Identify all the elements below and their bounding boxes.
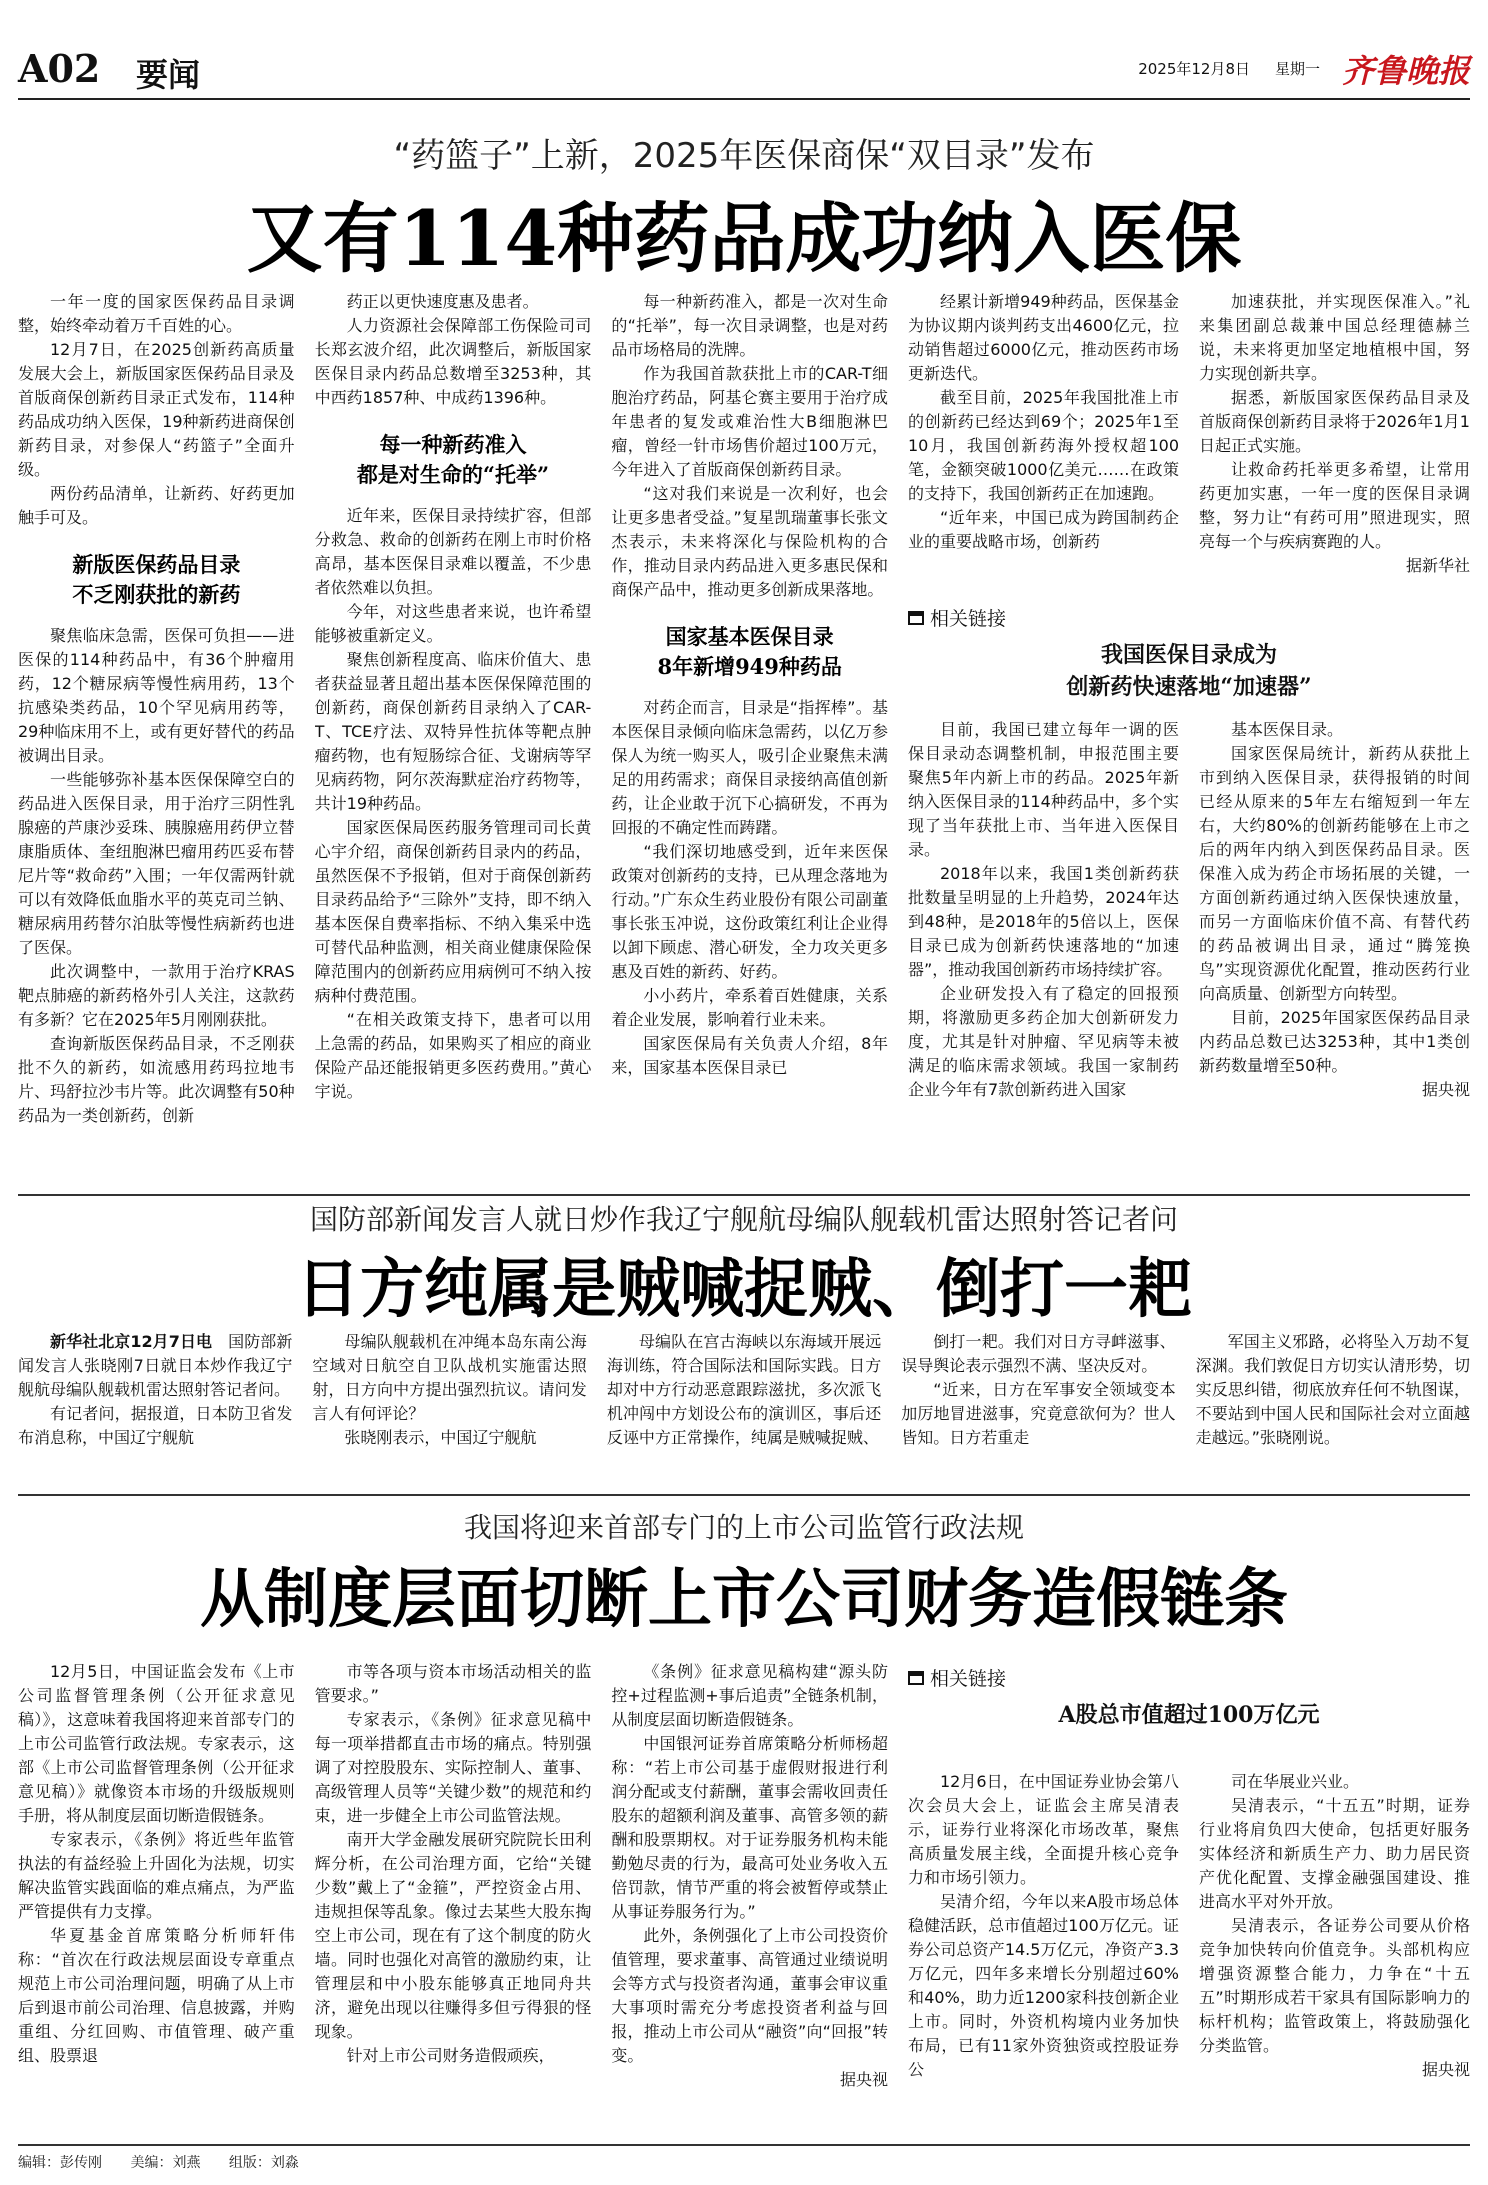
story1-columns — [18, 290, 888, 1188]
related-link-icon — [908, 611, 924, 625]
related-link-title: 我国医保目录成为 创新药快速落地“加速器” — [1066, 642, 1312, 700]
related-col — [1199, 718, 1470, 1188]
paragraph: 12月6日，在中国证券业协会第八次会员大会上，证监会主席吴清表示，证券行业将深化市场改革，聚焦高质量发展主线，全面提升核心竞争力和市场引领力。 — [908, 1772, 1179, 1887]
dateline: 新华社北京12月7日电 — [50, 1332, 213, 1351]
story2-col — [18, 1330, 292, 1482]
byline: 据央视 — [1421, 2060, 1470, 2079]
divider — [18, 1194, 1470, 1196]
paragraph: 军国主义邪路，必将坠入万劫不复深渊。我们敦促日方切实认清形势，切实反思纠错，彻底放弃任何不轨图谋，不要站到中国人民和国际社会对立面越走越远。”张晓刚说。 — [1195, 1332, 1471, 1447]
paragraph: 每一种新药准入，都是一次对生命的“托举”，每一次目录调整，也是对药品市场格局的洗牌。 — [611, 292, 889, 359]
paragraph: 聚焦创新程度高、临床价值大、患者获益显著且超出基本医保保障范围的创新药，商保创新药目录纳入了CAR-T、TCE疗法、双特异性抗体等靶点肿瘤药物，也有短肠综合征、戈谢病等罕见病药物，阿尔茨海默症治疗药物等，共计19种药品。 — [314, 650, 592, 813]
subheading: 新版医保药品目录 不乏刚获批的新药 — [72, 552, 241, 607]
paragraph: 让救命药托举更多希望，让常用药更加实惠，一年一度的医保目录调整，努力让“有药可用”照进现实，照亮每一个与疾病赛跑的人。 — [1199, 460, 1470, 551]
paragraph: 一些能够弥补基本医保保障空白的药品进入医保目录，用于治疗三阴性乳腺癌的芦康沙妥珠、胰腺癌用药伊立替康脂质体、奎纽胞淋巴瘤用药匹妥布替尼片等“救命药”入围；一年仅需两针就可以有效降低血脂水平的英克司兰钠、糖尿病用药替尔泊肽等慢性病新药也进了医保。 — [18, 770, 295, 957]
paragraph: 专家表示，《条例》将近些年监管执法的有益经验上升固化为法规，切实解决监管实践面临的难点痛点，为严监严管提供有力支撑。 — [18, 1830, 295, 1921]
paragraph: 基本医保目录。 — [1231, 720, 1344, 739]
paragraph: 聚焦临床急需，医保可负担——进医保的114种药品中，有36个肿瘤用药，12个糖尿病等慢性病用药，13个抗感染类药品，10个罕见病用药等，29种临床用不上，或有更好替代的药品被调出目录。 — [18, 626, 295, 765]
story1-col — [908, 290, 1179, 586]
byline: 据央视 — [1421, 1080, 1470, 1099]
story1-headline: 又有114种药品成功纳入医保 — [246, 194, 1242, 283]
paragraph: 人力资源社会保障部工伤保险司司长郑玄波介绍，此次调整后，新版国家医保目录内药品总数增至3253种，其中西药1857种、中成药1396种。 — [314, 316, 592, 407]
story1-col — [18, 290, 295, 1188]
related-col — [1199, 1770, 1470, 2138]
paragraph: 母编队在宫古海峡以东海域开展远海训练，符合国际法和国际实践。日方却对中方行动恶意跟踪滋扰，多次派飞机冲闯中方划设公布的演训区，事后还反诬中方正常操作，纯属是贼喊捉贼、 — [606, 1332, 882, 1447]
paragraph: 对药企而言，目录是“指挥棒”。基本医保目录倾向临床急需药，以亿万参保人为统一购买人，吸引企业聚焦未满足的用药需求；商保目录接纳高值创新药，让企业敢于沉下心搞研发，不再为回报的不确定性而踌躇。 — [611, 698, 889, 837]
story2-col — [901, 1330, 1175, 1482]
paragraph: “这对我们来说是一次利好，也会让更多患者受益。”复星凯瑞董事长张文杰表示，未来将深化与保险机构的合作，推动目录内药品进入更多惠民保和商保产品中，推动更多创新成果落地。 — [611, 484, 889, 599]
byline: 据央视 — [840, 2070, 889, 2089]
story2-col — [312, 1330, 586, 1482]
story1-col — [315, 290, 592, 1188]
related-link-box-2 — [908, 1660, 1470, 1747]
story1-col — [611, 290, 888, 1188]
paragraph: 经累计新增949种药品，医保基金为协议期内谈判药支出4600亿元，拉动销售超过6000亿元，推动医药市场更新迭代。 — [908, 292, 1179, 383]
paragraph: “近来，日方在军事安全领域变本加厉地冒进滋事，究竟意欲何为？世人皆知。日方若重走 — [901, 1380, 1176, 1447]
paragraph: 两份药品清单，让新药、好药更加触手可及。 — [18, 484, 295, 527]
paragraph: 今年，对这些患者来说，也许希望能够被重新定义。 — [314, 602, 592, 645]
issue-weekday: 星期一 — [1274, 60, 1320, 78]
story2-headline: 日方纯属是贼喊捉贼、倒打一耙 — [296, 1252, 1192, 1327]
story1-kicker: “药篮子”上新，2025年医保商保“双目录”发布 — [393, 136, 1095, 176]
related-columns-1 — [908, 718, 1470, 1188]
credit-art: 美编：刘燕 — [130, 2155, 201, 2171]
related-link-label — [908, 1664, 1470, 1691]
byline: 据新华社 — [1405, 556, 1470, 575]
story2-lead-text: 国防部新闻发言人张晓刚7日就日本炒作我辽宁舰航母编队舰载机雷达照射答记者问。 — [18, 1332, 293, 1399]
paragraph: 查询新版医保药品目录，不乏刚获批不久的新药，如流感用药玛拉地韦片、玛舒拉沙韦片等。此次调整有50种药品为一类创新药，创新 — [18, 1034, 295, 1125]
paragraph: 华夏基金首席策略分析师轩伟称：“首次在行政法规层面设专章重点规范上市公司治理问题，明确了从上市后到退市前公司治理、信息披露，并购重组、分红回购、市值管理、破产重组、股票退 — [18, 1926, 295, 2065]
paragraph: 2018年以来，我国1类创新药获批数量呈明显的上升趋势，2024年达到48种，是2018年的5倍以上，医保目录已成为创新药快速落地的“加速器”，推动我国创新药市场持续扩容。 — [908, 864, 1179, 979]
paragraph: 母编队舰载机在冲绳本岛东南公海空域对日航空自卫队战机实施雷达照射，日方向中方提出强烈抗议。请问发言人有何评论？ — [312, 1332, 587, 1423]
related-link-title: A股总市值超过100万亿元 — [1058, 1702, 1320, 1728]
issue-date: 2025年12月8日 — [1138, 60, 1250, 78]
paragraph: 国家医保局有关负责人介绍，8年来，国家基本医保目录已 — [611, 1034, 889, 1077]
related-link-text: 相关链接 — [930, 1668, 1007, 1690]
paragraph: 市等各项与资本市场活动相关的监管要求。” — [314, 1662, 592, 1705]
paragraph: 目前，我国已建立每年一调的医保目录动态调整机制，申报范围主要聚焦5年内新上市的药品。2025年新纳入医保目录的114种药品中，多个实现了当年获批上市、当年进入医保目录。 — [908, 720, 1179, 859]
related-link-label — [908, 604, 1470, 631]
credit-editor: 编辑：彭传刚 — [18, 2155, 102, 2171]
paragraph: 中国银河证券首席策略分析师杨超称：“若上市公司基于虚假财报进行利润分配或支付薪酬，董事会需收回责任股东的超额利润及董事、高管多领的薪酬和股票期权。对于证券服务机构未能勤勉尽责的行为，最高可处业务收入五倍罚款，情节严重的将会被暂停或禁止从事证券服务行为。” — [611, 1734, 889, 1921]
paper-logo: 齐鲁晚报 — [1341, 52, 1470, 90]
paragraph: 一年一度的国家医保药品目录调整，始终牵动着万千百姓的心。 — [18, 292, 295, 335]
related-columns-2 — [908, 1770, 1470, 2138]
related-col — [908, 718, 1179, 1188]
paragraph: 小小药片，牵系着百姓健康，关系着企业发展，影响着行业未来。 — [611, 986, 889, 1029]
paragraph: 国家医保局医药服务管理司司长黄心宇介绍，商保创新药目录内的药品，虽然医保不予报销，但对于商保创新药目录药品给予“三除外”支持，即不纳入基本医保自费率指标、不纳入集采中选可替代品种监测，相关商业健康保险保障范围内的创新药应用病例可不纳入按病种付费范围。 — [314, 818, 592, 1005]
paragraph: 司在华展业兴业。 — [1231, 1772, 1360, 1791]
paragraph: 南开大学金融发展研究院院长田利辉分析，在公司治理方面，它给“关键少数”戴上了“金箍”，严控资金占用、违规担保等乱象。像过去某些大股东掏空上市公司，现在有了这个制度的防火墙。同时也强化对高管的激励约束，让管理层和中小股东能够真正地同舟共济，避免出现以往赚得多但亏得狠的怪现象。 — [314, 1830, 592, 2041]
paragraph: 作为我国首款获批上市的CAR-T细胞治疗药品，阿基仑赛主要用于治疗成年患者的复发或难治性大B细胞淋巴瘤，曾经一针市场售价超过100万元，今年进入了首版商保创新药目录。 — [611, 364, 889, 479]
story3-col — [611, 1660, 888, 2138]
paragraph: 《条例》征求意见稿构建“源头防控+过程监测+事后追责”全链条机制，从制度层面切断造假链条。 — [611, 1662, 889, 1729]
story2-col — [607, 1330, 881, 1482]
paragraph: 此次调整中，一款用于治疗KRAS靶点肺癌的新药格外引人关注，这款药有多新？它在2025年5月刚刚获批。 — [18, 962, 295, 1029]
paragraph: “近年来，中国已成为跨国制药企业的重要战略市场，创新药 — [908, 508, 1179, 551]
masthead — [18, 40, 1470, 100]
subheading: 每一种新药准入 都是对生命的“托举” — [356, 432, 550, 487]
paragraph: 倒打一耙。我们对日方寻衅滋事、误导舆论表示强烈不满、坚决反对。 — [901, 1332, 1176, 1375]
paragraph: 12月7日，在2025创新药高质量发展大会上，新版国家医保药品目录及首版商保创新药目录正式发布，114种药品成功纳入医保，19种新药进商保创新药目录，对参保人“药篮子”全面升级。 — [18, 340, 295, 479]
paragraph: “我们深切地感受到，近年来医保政策对创新药的支持，已从理念落地为行动。”广东众生药业股份有限公司副董事长张玉冲说，这份政策红利让企业得以卸下顾虑、潜心研发，全力攻关更多惠及百姓的新药、好药。 — [611, 842, 889, 981]
paragraph: 国家医保局统计，新药从获批上市到纳入医保目录，获得报销的时间已经从原来的5年左右缩短到一年左右，大约80%的创新药能够在上市之后的两年内纳入到医保药品目录。医保准入成为药企市场拓展的关键，一方面创新药通过纳入医保快速放量，而另一方面临床价值不高、有替代药的药品被调出目录，通过“腾笼换鸟”实现资源优化配置，推动医药行业向高质量、创新型方向转型。 — [1199, 744, 1470, 1003]
story3-columns — [18, 1660, 888, 2138]
story2-kicker: 国防部新闻发言人就日炒作我辽宁舰航母编队舰载机雷达照射答记者问 — [309, 1203, 1178, 1236]
story1-col — [1199, 290, 1470, 586]
story1-upper-right — [908, 290, 1470, 586]
paragraph: 12月5日，中国证监会发布《上市公司监督管理条例（公开征求意见稿）》，这意味着我国将迎来首部专门的上市公司监管行政法规。专家表示，这部《上市公司监督管理条例（公开征求意见稿）》就像资本市场的升级版规则手册，将从制度层面切断造假链条。 — [18, 1662, 295, 1825]
paragraph: 近年来，医保目录持续扩容，但部分救急、救命的创新药在刚上市时价格高昂，基本医保目录难以覆盖，不少患者依然难以负担。 — [314, 506, 592, 597]
story2-lead — [18, 1330, 292, 1402]
paragraph: 针对上市公司财务造假顽疾， — [346, 2046, 555, 2065]
story2-columns — [18, 1330, 1470, 1482]
paragraph: 截至目前，2025年我国批准上市的创新药已经达到69个；2025年1至10月，我国创新药海外授权超100笔，金额突破1000亿美元……在政策的支持下，我国创新药正在加速跑。 — [908, 388, 1179, 503]
divider — [18, 2144, 1470, 2146]
related-link-icon — [908, 1671, 924, 1685]
story3-col — [315, 1660, 592, 2138]
related-link-box-1 — [908, 600, 1470, 719]
story3-col — [18, 1660, 295, 2138]
page-number: A02 — [18, 46, 101, 91]
paragraph: 吴清表示，各证券公司要从价格竞争加快转向价值竞争。头部机构应增强资源整合能力，力争在“十五五”时期形成若干家具有国际影响力的标杆机构；监管政策上，将鼓励强化分类监管。 — [1199, 1916, 1470, 2055]
paragraph: “在相关政策支持下，患者可以用上急需的药品，如果购买了相应的商业保险产品还能报销更多医药费用。”黄心宇说。 — [314, 1010, 592, 1101]
paragraph: 据悉，新版国家医保药品目录及首版商保创新药目录将于2026年1月1日起正式实施。 — [1199, 388, 1470, 455]
paragraph: 目前，2025年国家医保药品目录内药品总数已达3253种，其中1类创新药数量增至50种。 — [1199, 1008, 1470, 1075]
section-name: 要闻 — [136, 56, 201, 94]
paragraph: 吴清介绍，今年以来A股市场总体稳健活跃，总市值超过100万亿元。证券公司总资产14.5万亿元，净资产3.3万亿元，四年多来增长分别超过60%和40%，助力近1200家科技创新企业上市。同时，外资机构境内业务加快布局，已有11家外资独资或控股证券公 — [908, 1892, 1179, 2079]
paragraph: 专家表示，《条例》征求意见稿中每一项举措都直击市场的痛点。特别强调了对控股股东、实际控制人、董事、高级管理人员等“关键少数”的规范和约束，进一步健全上市公司监管法规。 — [314, 1710, 592, 1825]
story2-col — [1196, 1330, 1470, 1482]
subheading: 国家基本医保目录 8年新增949种药品 — [657, 624, 842, 679]
paragraph: 加速获批，并实现医保准入。”礼来集团副总裁兼中国总经理德赫兰说，未来将更加坚定地植根中国，努力实现创新共享。 — [1199, 292, 1470, 383]
related-col — [908, 1770, 1179, 2138]
credits — [18, 2152, 323, 2172]
paragraph: 张晓刚表示，中国辽宁舰航 — [344, 1428, 537, 1447]
related-link-text: 相关链接 — [930, 608, 1007, 630]
credit-layout: 组版：刘淼 — [228, 2155, 299, 2171]
paragraph: 有记者问，据报道，日本防卫省发布消息称，中国辽宁舰航 — [18, 1404, 293, 1447]
paragraph: 药正以更快速度惠及患者。 — [346, 292, 539, 311]
divider — [18, 1494, 1470, 1496]
paragraph: 企业研发投入有了稳定的回报预期，将激励更多药企加大创新研发力度，尤其是针对肿瘤、罕见病等未被满足的临床需求领域。我国一家制药企业今年有7款创新药进入国家 — [908, 984, 1179, 1099]
paragraph: 吴清表示，“十五五”时期，证券行业将肩负四大使命，包括更好服务实体经济和新质生产力、助力居民资产优化配置、支撑金融强国建设、推进高水平对外开放。 — [1199, 1796, 1470, 1911]
story3-headline: 从制度层面切断上市公司财务造假链条 — [200, 1562, 1288, 1637]
paragraph: 此外，条例强化了上市公司投资价值管理，要求董事、高管通过业绩说明会等方式与投资者沟通，董事会审议重大事项时需充分考虑投资者利益与回报，推动上市公司从“融资”向“回报”转变。 — [611, 1926, 889, 2065]
story3-kicker: 我国将迎来首部专门的上市公司监管行政法规 — [463, 1511, 1024, 1544]
